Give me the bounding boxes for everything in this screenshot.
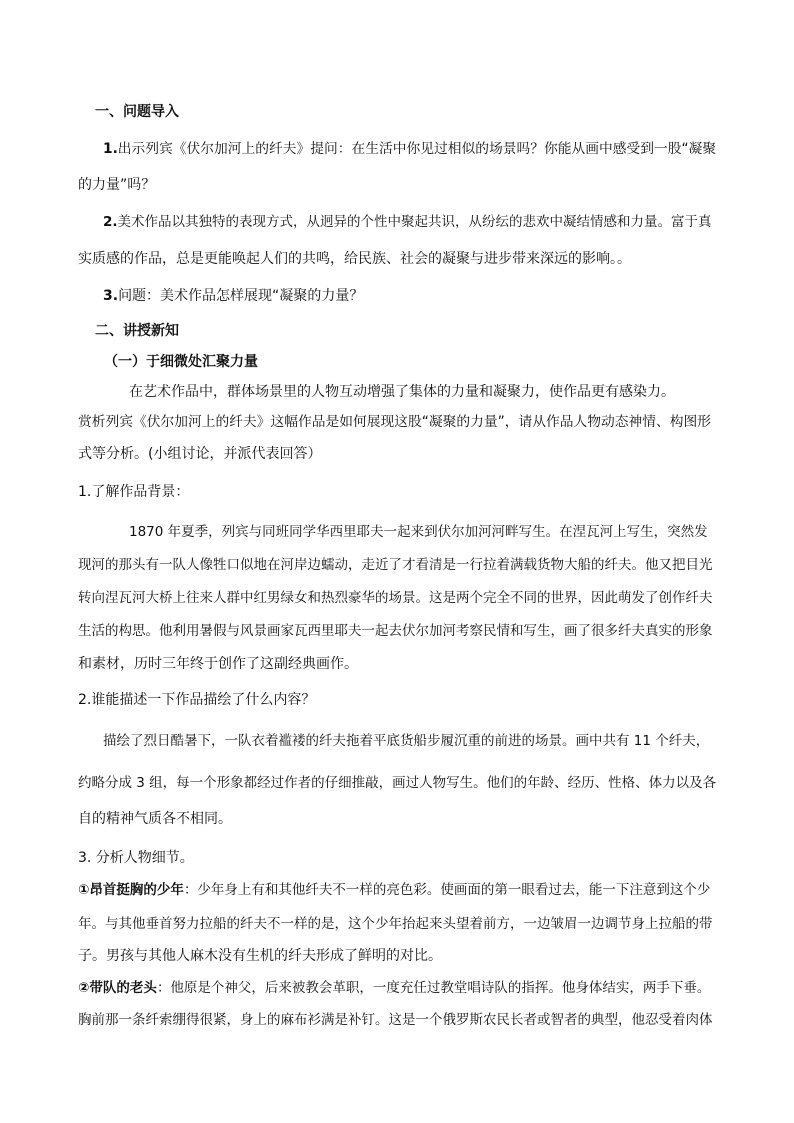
subsection-heading-1: （一）于细微处汇聚力量 xyxy=(104,354,258,370)
description-paragraph-line: 自的精神气质各不相同。 xyxy=(78,811,232,827)
character-1-line-1 xyxy=(78,881,710,899)
body-paragraph-line: 在艺术作品中，群体场景里的人物互动增强了集体的力量和凝聚力，使作品更有感染力。 xyxy=(129,384,675,400)
background-paragraph-line: 转向涅瓦河大桥上往来人群中红男绿女和热烈豪华的场景。这是两个完全不同的世界，因此萌发了创作纤夫 xyxy=(78,590,713,606)
character-2-line-1 xyxy=(78,979,710,997)
background-paragraph-line: 1870 年夏季，列宾与同班同学华西里耶夫一起来到伏尔加河河畔写生。在涅瓦河上写生，突然发 xyxy=(129,524,708,540)
question-1: 1.了解作品背景： xyxy=(78,484,190,500)
character-1-line: 年。与其他垂首努力拉船的纤夫不一样的是，这个少年抬起来头望着前方，一边皱眉一边调节身上拉船的带 xyxy=(78,916,713,932)
intro-paragraph-1-line-2: 的力量”吗？ xyxy=(78,177,156,193)
description-paragraph-line: 约略分成 3 组，每一个形象都经过作者的仔细推敲，画过人物写生。他们的年龄、经历、性格、体力以及各 xyxy=(78,775,717,791)
section-heading-1: 一、问题导入 xyxy=(95,104,179,120)
paragraph-text: 美术作品以其独特的表现方式，从迥异的个性中聚起共识，从纷纭的悲欢中凝结情感和力量。富于真 xyxy=(117,214,712,230)
paragraph-text: 出示列宾《伏尔加河上的纤夫》提问：在生活中你见过相似的场景吗？你能从画中感受到一股“凝聚 xyxy=(117,141,717,157)
character-label: ②带队的老头 xyxy=(78,980,157,996)
intro-paragraph-1-line-1 xyxy=(103,140,716,158)
character-1-line: 子。男孩与其他人麻木没有生机的纤夫形成了鲜明的对比。 xyxy=(78,948,442,964)
character-text: ：少年身上有和其他纤夫不一样的亮色彩。使画面的第一眼看过去，能一下注意到这个少 xyxy=(183,882,711,898)
intro-paragraph-3 xyxy=(103,287,363,305)
question-3: 3. 分析人物细节。 xyxy=(78,850,194,866)
section-heading-2: 二、讲授新知 xyxy=(95,323,179,339)
question-2: 2.谁能描述一下作品描绘了什么内容？ xyxy=(78,692,316,708)
intro-paragraph-2-line-1 xyxy=(103,213,712,231)
item-number: 1. xyxy=(103,141,118,157)
character-text: ：他原是个神父，后来被教会革职，一度充任过教堂唱诗队的指挥。他身体结实，两手下垂。 xyxy=(156,980,711,996)
description-paragraph-line: 描绘了烈日酷暑下，一队衣着褴褛的纤夫拖着平底货船步履沉重的前进的场景。画中共有 11 个纤夫， xyxy=(103,733,710,749)
paragraph-text: 问题：美术作品怎样展现“凝聚的力量？ xyxy=(118,288,364,304)
background-paragraph-line: 现河的那头有一队人像牲口似地在河岸边蠕动，走近了才看清是一行拉着满载货物大船的纤夫。他又把目光 xyxy=(78,557,713,573)
background-paragraph-line: 生活的构思。他利用暑假与风景画家瓦西里耶夫一起去伏尔加河考察民情和写生，画了很多纤夫真实的形象 xyxy=(78,623,713,639)
body-paragraph-line: 赏析列宾《伏尔加河上的纤夫》这幅作品是如何展现这股“凝聚的力量”，请从作品人物动态神情、构图形 xyxy=(78,414,712,430)
character-2-line: 胸前那一条纤索绷得很紧，身上的麻布衫满是补钉。这是一个俄罗斯农民长者或智者的典型，他忍受着肉体 xyxy=(78,1012,713,1028)
item-number: 3. xyxy=(103,288,119,304)
character-label: ①昂首挺胸的少年 xyxy=(78,882,184,898)
intro-paragraph-2-line-2: 实质感的作品，总是更能唤起人们的共鸣，给民族、社会的凝聚与进步带来深远的影响。。 xyxy=(78,251,631,267)
body-paragraph-line: 式等分析。(小组讨论，并派代表回答） xyxy=(78,446,322,462)
background-paragraph-line: 和素材，历时三年终于创作了这副经典画作。 xyxy=(78,656,358,672)
item-number: 2. xyxy=(103,214,118,230)
